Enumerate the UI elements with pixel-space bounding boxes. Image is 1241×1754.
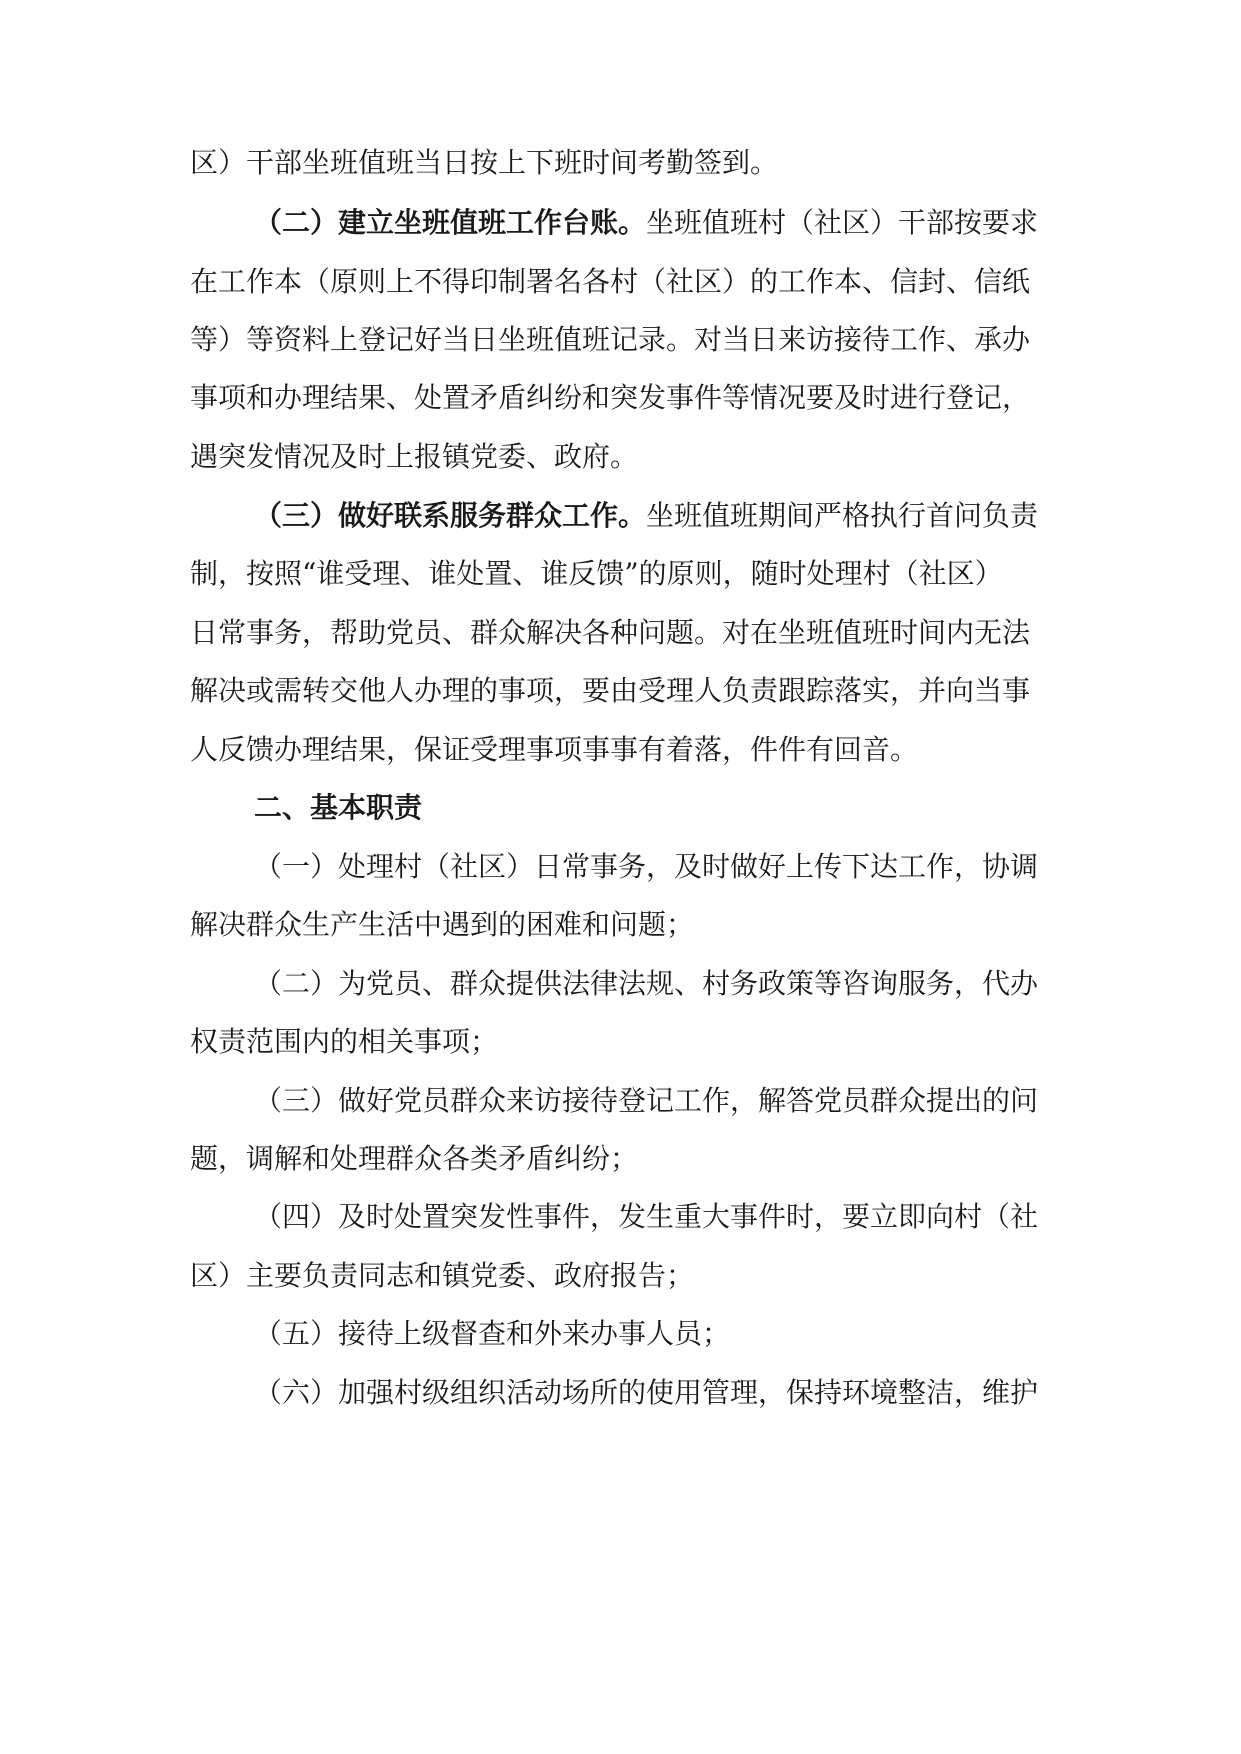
duty-item-4: （四）及时处置突发性事件，发生重大事件时，要立即向村（社	[254, 1200, 1039, 1233]
section-heading-text: 二、基本职责	[254, 791, 423, 824]
duty-item-5: （五）接待上级督查和外来办事人员；	[254, 1317, 731, 1350]
duty-item-4-cont: 区）主要负责同志和镇党委、政府报告；	[190, 1259, 695, 1292]
paragraph-3-line: 日常事务，帮助党员、群众解决各种问题。对在坐班值班时间内无法	[190, 616, 1031, 649]
duty-item-2-cont: 权责范围内的相关事项；	[190, 1025, 499, 1058]
duty-item-6: （六）加强村级组织活动场所的使用管理，保持环境整洁，维护	[254, 1376, 1039, 1409]
paragraph-continuation: 区）干部坐班值班当日按上下班时间考勤签到。	[190, 146, 779, 179]
paragraph-3-heading: （三）做好联系服务群众工作。	[254, 499, 647, 532]
duty-item-3: （三）做好党员群众来访接待登记工作，解答党员群众提出的问	[254, 1084, 1039, 1117]
paragraph-2-line: 等）等资料上登记好当日坐班值班记录。对当日来访接待工作、承办	[190, 323, 1031, 356]
duty-item-3-cont: 题，调解和处理群众各类矛盾纠纷；	[190, 1142, 639, 1175]
duty-item-1-cont: 解决群众生产生活中遇到的困难和问题；	[190, 908, 695, 941]
paragraph-2-heading: （二）建立坐班值班工作台账。	[254, 206, 647, 239]
duty-item-1: （一）处理村（社区）日常事务，及时做好上传下达工作，协调	[254, 850, 1039, 883]
paragraph-3-line: 人反馈办理结果，保证受理事项事事有着落，件件有回音。	[190, 733, 919, 766]
paragraph-3-line: 解决或需转交他人办理的事项，要由受理人负责跟踪落实，并向当事	[190, 674, 1031, 707]
paragraph-3-line: 制，按照“谁受理、谁处置、谁反馈”的原则，随时处理村（社区）	[190, 557, 1003, 590]
section-heading	[0, 788, 1241, 828]
duty-item-2: （二）为党员、群众提供法律法规、村务政策等咨询服务，代办	[254, 967, 1039, 1000]
paragraph-2-line: 事项和办理结果、处置矛盾纠纷和突发事件等情况要及时进行登记，	[190, 381, 1031, 414]
paragraph-2-line: 在工作本（原则上不得印制署名各村（社区）的工作本、信封、信纸	[190, 265, 1031, 298]
paragraph-3-text: 坐班值班期间严格执行首问负责	[646, 499, 1039, 532]
paragraph-2-text: 坐班值班村（社区）干部按要求	[646, 206, 1039, 239]
paragraph-2-line: 遇突发情况及时上报镇党委、政府。	[190, 440, 639, 473]
paragraph-2-first-line	[0, 203, 1241, 243]
paragraph-3-first-line	[0, 496, 1241, 536]
